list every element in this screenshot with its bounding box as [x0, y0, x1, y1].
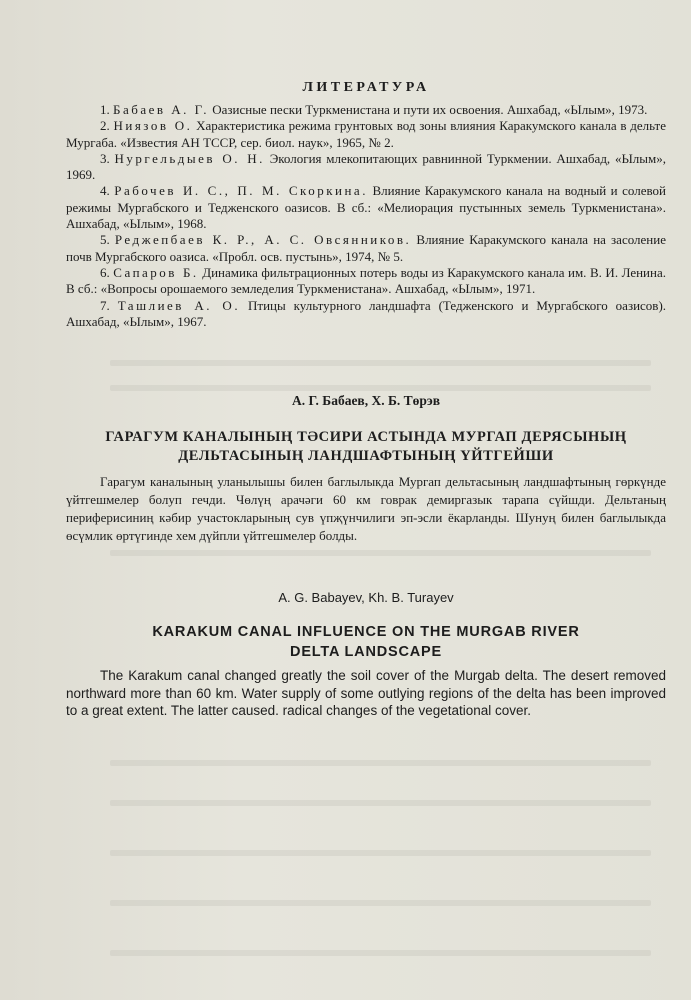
bleed-through [110, 900, 651, 906]
reference-item: 4. Рабочев И. С., П. М. Скоркина. Влияние Каракумского канала на водный и солевой режимы Мургабского и Тедженского оазисов. В сб.: «Мелиорация пустынных земель Туркменистана». Ашхабад, «Ылым», 1968. [66, 183, 667, 232]
reference-item: 6. Сапаров Б. Динамика фильтрационных потерь воды из Каракумского канала им. В. И. Ленина. В сб.: «Вопросы орошаемого земледелия Туркменистана». Ашхабад, «Ылым», 1971. [66, 264, 666, 297]
reference-item: 5. Реджепбаев К. Р., А. С. Овсянников. Влияние Каракумского канала на засоление почв Мургабского оазиса. «Пробл. осв. пустынь», 1974, № 5. [66, 232, 666, 264]
turkmen-abstract-text: Гарагум каналының уланылышы билен баглылыкда Мургап дельтасының ландшафтының гөркүнде үйтгешмелер болуп гечди. Чөлүң арачәги 60 км говрак демиргазык тарапа сүйшди. Дельтаның периферисиниң кәбир участокларының сув үпҗүнчилиги эп-эсли ёкарланды. Шунуң билен баглылыкда өсүмлик өртүгинде хем дүйпли үйтгешмелер болды. [66, 474, 666, 543]
literature-heading: ЛИТЕРАТУРА [302, 80, 430, 95]
english-title [66, 622, 666, 662]
english-title-line: KARAKUM CANAL INFLUENCE ON THE MURGAB RIVER [152, 624, 580, 640]
english-abstract-text: The Karakum canal changed greatly the soil cover of the Murgab delta. The desert removed northward more than 60 km. Water supply of some outlying regions of the delta has been improved to a great extent. The latter caused. radical changes of the vegetational cover. [66, 668, 666, 718]
bleed-through [110, 850, 651, 856]
reference-item: 1. Бабаев А. Г. Оазисные пески Туркменистана и пути их освоения. Ашхабад, «Ылым», 1973. [100, 102, 648, 117]
reference-item: 3. Нургельдыев О. Н. Экология млекопитающих равнинной Туркмении. Ашхабад, «Ылым», 1969. [66, 150, 667, 183]
bleed-through [110, 360, 651, 366]
bleed-through [110, 385, 651, 391]
turkmen-authors: А. Г. Бабаев, Х. Б. Төрэв [291, 393, 441, 408]
bleed-through [110, 760, 651, 766]
bleed-through [110, 800, 651, 806]
bleed-through [110, 550, 651, 556]
turkmen-abstract [66, 473, 666, 545]
english-abstract [66, 667, 666, 720]
bleed-through [110, 950, 651, 956]
turkmen-title [66, 428, 666, 466]
turkmen-title-line: ДЕЛЬТАСЫНЫҢ ЛАНДШАФТЫНЫҢ ҮЙТГЕЙШИ [178, 448, 554, 464]
english-title-line: DELTA LANDSCAPE [290, 644, 442, 660]
english-authors: A. G. Babayev, Kh. B. Turayev [278, 590, 454, 605]
reference-item: 7. Ташлиев А. О. Птицы культурного ландшафта (Тедженского и Мургабского оазисов). Ашхабад, «Ылым», 1967. [66, 297, 667, 329]
reference-list [66, 102, 666, 330]
reference-item: 2. Ниязов О. Характеристика режима грунтовых вод зоны влияния Каракумского канала в дельте Мургаба. «Известия АН ТССР, сер. биол. наук», 1965, № 2. [66, 118, 666, 150]
turkmen-title-line: ГАРАГУМ КАНАЛЫНЫҢ ТӘСИРИ АСТЫНДА МУРГАП ДЕРЯСЫНЫҢ [105, 429, 627, 445]
